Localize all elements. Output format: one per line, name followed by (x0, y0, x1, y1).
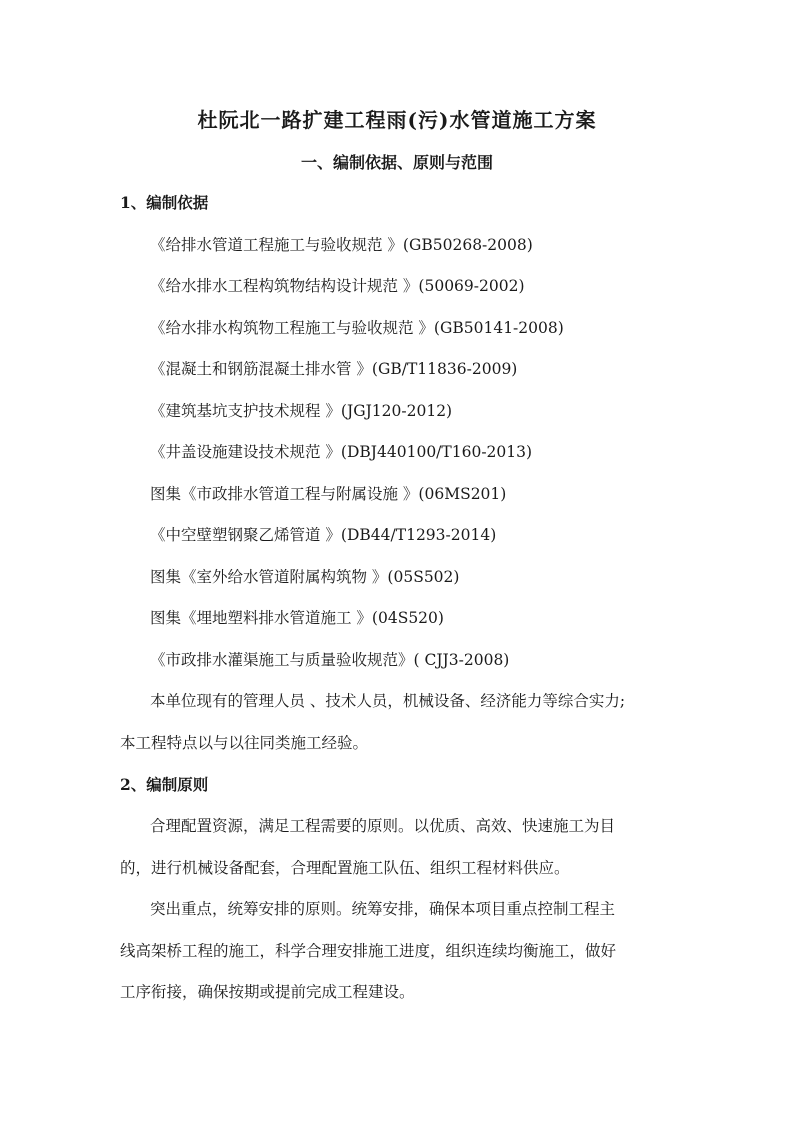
paragraph-line: 工序衔接，确保按期或提前完成工程建设。 (120, 983, 415, 1001)
reference-item: 《井盖设施建设技术规范 》(DBJ440100/T160-2013) (150, 443, 533, 461)
paragraph-line: 本工程特点以与以往同类施工经验。 (120, 734, 369, 752)
paragraph-line: 的，进行机械设备配套，合理配置施工队伍、组织工程材料供应。 (120, 859, 570, 877)
reference-item: 《混凝土和钢筋混凝土排水管 》(GB/T11836-2009) (150, 360, 518, 378)
paragraph-line: 突出重点，统筹安排的原则。统筹安排，确保本项目重点控制工程主 (150, 900, 616, 918)
reference-item: 《建筑基坑支护技术规程 》(JGJ120-2012) (150, 402, 453, 420)
paragraph-line: 线高架桥工程的施工，科学合理安排施工进度，组织连续均衡施工，做好 (120, 942, 617, 960)
basis-heading: 1、编制依据 (120, 193, 209, 212)
reference-item: 《市政排水灌渠施工与质量验收规范》( CJJ3-2008) (150, 651, 510, 669)
paragraph-line: 本单位现有的管理人员 、技术人员，机械设备、经济能力等综合实力; (150, 692, 626, 710)
document-title: 杜阮北一路扩建工程雨(污)水管道施工方案 (197, 108, 597, 132)
paragraph-line: 合理配置资源，满足工程需要的原则。以优质、高效、快速施工为目 (150, 817, 616, 835)
principles-heading: 2、编制原则 (120, 775, 209, 794)
reference-item: 《给排水管道工程施工与验收规范 》(GB50268-2008) (150, 236, 533, 254)
section-title: 一、编制依据、原则与范围 (300, 153, 493, 172)
reference-item: 图集《埋地塑料排水管道施工 》(04S520) (150, 609, 444, 627)
reference-item: 图集《室外给水管道附属构筑物 》(05S502) (150, 568, 460, 586)
reference-item: 《给水排水构筑物工程施工与验收规范 》(GB50141-2008) (150, 319, 564, 337)
reference-item: 图集《市政排水管道工程与附属设施 》(06MS201) (150, 485, 507, 503)
reference-item: 《给水排水工程构筑物结构设计规范 》(50069-2002) (150, 277, 525, 295)
reference-item: 《中空壁塑钢聚乙烯管道 》(DB44/T1293-2014) (150, 526, 497, 544)
